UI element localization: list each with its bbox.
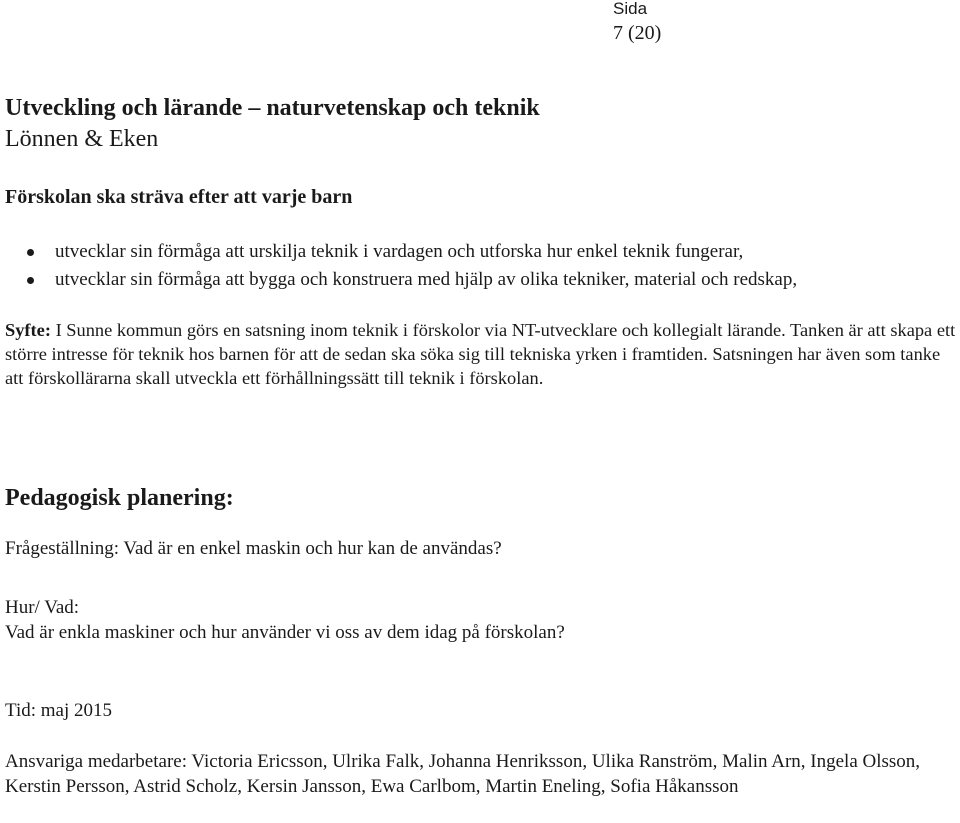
purpose-paragraph bbox=[5, 318, 960, 390]
goals-list bbox=[5, 238, 797, 294]
list-item bbox=[5, 266, 797, 294]
bullet-icon bbox=[27, 249, 34, 256]
time-text: Tid: maj 2015 bbox=[5, 700, 112, 721]
question-text: Frågeställning: Vad är en enkel maskin och hur kan de användas? bbox=[5, 538, 502, 559]
how-label: Hur/ Vad: bbox=[5, 597, 80, 618]
list-item bbox=[5, 238, 797, 266]
document-title: Utveckling och lärande – naturvetenskap och teknik bbox=[5, 95, 540, 121]
document-subtitle: Lönnen & Eken bbox=[5, 126, 159, 152]
page-header bbox=[613, 0, 661, 45]
planning-heading: Pedagogisk planering: bbox=[5, 485, 234, 511]
goals-heading: Förskolan ska sträva efter att varje barn bbox=[5, 186, 353, 208]
goal-text: utvecklar sin förmåga att bygga och konstruera med hjälp av olika tekniker, material och redskap, bbox=[55, 269, 798, 290]
how-text: Vad är enkla maskiner och hur använder vi oss av dem idag på förskolan? bbox=[5, 622, 565, 643]
page-number: 7 (20) bbox=[613, 22, 662, 44]
bullet-icon bbox=[27, 277, 34, 284]
staff-text: Ansvariga medarbetare: Victoria Ericsson, Ulrika Falk, Johanna Henriksson, Ulika Ranström, Malin Arn, Ingela Olsson, Kerstin Persson, Astrid Scholz, Kersin Jansson, Ewa Carlbom, Martin Eneling, Sofia Håkansson bbox=[5, 751, 921, 797]
purpose-label: Syfte: bbox=[5, 320, 51, 340]
purpose-text: I Sunne kommun görs en satsning inom teknik i förskolor via NT-utvecklare och kollegialt lärande. Tanken är att skapa ett större intresse för teknik hos barnen för att de sedan ska söka sig till tekniska yrken i framtiden. Satsningen har även som tanke att förskollärarna skall utveckla ett förhållningssätt till teknik i förskolan. bbox=[5, 320, 956, 388]
page-label: Sida bbox=[613, 0, 648, 18]
goal-text: utvecklar sin förmåga att urskilja teknik i vardagen och utforska hur enkel teknik fungerar, bbox=[55, 241, 744, 262]
